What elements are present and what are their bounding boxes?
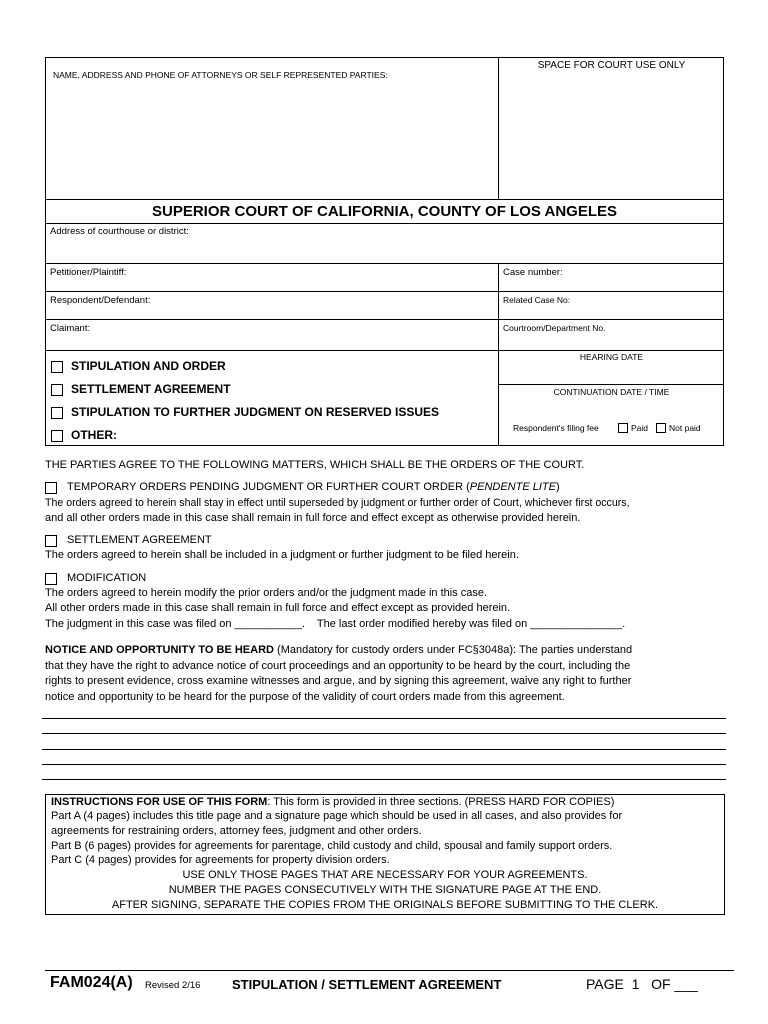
instructions-line-2: NUMBER THE PAGES CONSECUTIVELY WITH THE SIGNATURE PAGE AT THE END.: [168, 884, 602, 896]
respondent-label: Respondent/Defendant:: [50, 295, 151, 306]
settlement-agreement-label: SETTLEMENT AGREEMENT: [71, 382, 231, 396]
instructions-heading: INSTRUCTIONS FOR USE OF THIS FORM: [51, 796, 268, 808]
page-number: PAGE 1 OF ___: [586, 976, 698, 992]
address-label: Address of courthouse or district:: [50, 226, 189, 237]
notice-paragraph: NOTICE AND OPPORTUNITY TO BE HEARD (Mandatory for custody orders under FC§3048a): The parties understand that they have the right to advance notice of court proceedings and an opportunity to be heard by the court, including the rights to present evidence, cross examine witnesses and argue, and by signing this agreement, waive any right to further notice and opportunity to be heard for the purpose of the validity of court orders made from this agreement.: [45, 643, 725, 705]
modification-text-1: The orders agreed to herein modify the prior orders and/or the judgment made in this case.: [45, 587, 488, 599]
stipulation-order-checkbox[interactable]: [51, 361, 63, 373]
divider-court-title-bottom: [45, 223, 724, 224]
paid-checkbox[interactable]: [618, 423, 628, 433]
form-revised: Revised 2/16: [145, 980, 201, 991]
instructions-heading-line: INSTRUCTIONS FOR USE OF THIS FORM: This form is provided in three sections. (PRESS HARD FOR COPIES): [51, 796, 615, 808]
hearing-date-label: HEARING DATE: [579, 352, 644, 362]
divider-petitioner: [45, 291, 724, 292]
notice-text-2: that they have the right to advance notice of court proceedings and an opportunity to be heard by the court, including the: [45, 659, 631, 672]
temporary-orders-text-2: and all other orders made in this case shall remain in full force and effect except as otherwise provided herein.: [45, 512, 581, 524]
modification-text-2: All other orders made in this case shall remain in full force and effect except as provided herein.: [45, 602, 511, 614]
footer-rule: [45, 970, 734, 971]
temporary-orders-checkbox[interactable]: [45, 482, 57, 494]
not-paid-checkbox[interactable]: [656, 423, 666, 433]
case-number-label: Case number:: [503, 267, 563, 278]
pendente-lite-label: PENDENTE LITE: [469, 481, 556, 493]
other-checkbox[interactable]: [51, 430, 63, 442]
divider-hearing: [498, 384, 724, 385]
writein-line-1[interactable]: [42, 718, 726, 719]
writein-line-3[interactable]: [42, 749, 726, 750]
agree-intro: THE PARTIES AGREE TO THE FOLLOWING MATTERS, WHICH SHALL BE THE ORDERS OF THE COURT.: [45, 459, 585, 471]
footer-title: STIPULATION / SETTLEMENT AGREEMENT: [232, 977, 502, 992]
notice-heading: NOTICE AND OPPORTUNITY TO BE HEARD: [45, 644, 274, 656]
attorney-label: NAME, ADDRESS AND PHONE OF ATTORNEYS OR SELF REPRESENTED PARTIES:: [53, 70, 388, 80]
other-label: OTHER:: [71, 428, 117, 442]
writein-line-4[interactable]: [42, 764, 726, 765]
related-case-label: Related Case No:: [503, 295, 571, 305]
court-use-label: SPACE FOR COURT USE ONLY: [537, 60, 686, 71]
instructions-line-1: USE ONLY THOSE PAGES THAT ARE NECESSARY FOR YOUR AGREEMENTS.: [182, 869, 588, 881]
writein-line-2[interactable]: [42, 733, 726, 734]
claimant-label: Claimant:: [50, 323, 91, 334]
instructions-line-3: AFTER SIGNING, SEPARATE THE COPIES FROM THE ORIGINALS BEFORE SUBMITTING TO THE CLERK.: [111, 899, 659, 911]
not-paid-label: Not paid: [669, 423, 701, 433]
settlement-section-text: The orders agreed to herein shall be included in a judgment or further judgment to be filed herein.: [45, 549, 519, 561]
notice-text-3: rights to present evidence, cross examine witnesses and argue, and by signing this agreement, waive any right to further: [45, 675, 632, 687]
instructions-part-c: Part C (4 pages) provides for agreements for property division orders.: [51, 854, 390, 866]
divider-claimant: [45, 350, 724, 351]
filing-fee-label: Respondent's filing fee: [513, 423, 599, 433]
instructions-part-a-2: agreements for restraining orders, attorney fees, judgment and other orders.: [51, 825, 422, 837]
divider-address-bottom: [45, 263, 724, 264]
continuation-label: CONTINUATION DATE / TIME: [553, 387, 670, 397]
form-id: FAM024(A): [50, 974, 133, 991]
settlement-agreement-checkbox[interactable]: [51, 384, 63, 396]
court-title: SUPERIOR COURT OF CALIFORNIA, COUNTY OF LOS ANGELES: [151, 203, 617, 220]
modification-checkbox[interactable]: [45, 573, 57, 585]
stipulation-order-label: STIPULATION AND ORDER: [71, 359, 226, 373]
attorney-field[interactable]: [47, 85, 495, 195]
temporary-orders-heading: TEMPORARY ORDERS PENDING JUDGMENT OR FURTHER COURT ORDER (PENDENTE LITE): [67, 481, 560, 493]
further-judgment-checkbox[interactable]: [51, 407, 63, 419]
instructions-part-b: Part B (6 pages) provides for agreements for parentage, child custody and child, spousal and family support orders.: [51, 840, 613, 852]
settlement-section-checkbox[interactable]: [45, 535, 57, 547]
writein-line-5[interactable]: [42, 779, 726, 780]
petitioner-label: Petitioner/Plaintiff:: [50, 267, 127, 278]
further-judgment-label: STIPULATION TO FURTHER JUDGMENT ON RESERVED ISSUES: [71, 405, 440, 419]
courtroom-label: Courtroom/Department No.: [503, 323, 606, 333]
court-use-divider: [498, 57, 499, 199]
settlement-section-heading: SETTLEMENT AGREEMENT: [67, 534, 212, 546]
divider-court-title-top: [45, 199, 724, 200]
temporary-orders-text-1: The orders agreed to herein shall stay in effect until superseded by judgment or further order of Court, whichever first occurs,: [45, 497, 630, 509]
modification-heading: MODIFICATION: [67, 572, 147, 584]
instructions-part-a-1: Part A (4 pages) includes this title page and a signature page which should be used in all cases, and also provides for: [51, 810, 623, 822]
divider-respondent: [45, 319, 724, 320]
notice-text-4: notice and opportunity to be heard for the purpose of the validity of court orders made from this agreement.: [45, 690, 565, 703]
modification-text-3: The judgment in this case was filed on ___________. The last order modified hereby was filed on _______________.: [45, 618, 626, 630]
paid-label: Paid: [631, 423, 649, 433]
